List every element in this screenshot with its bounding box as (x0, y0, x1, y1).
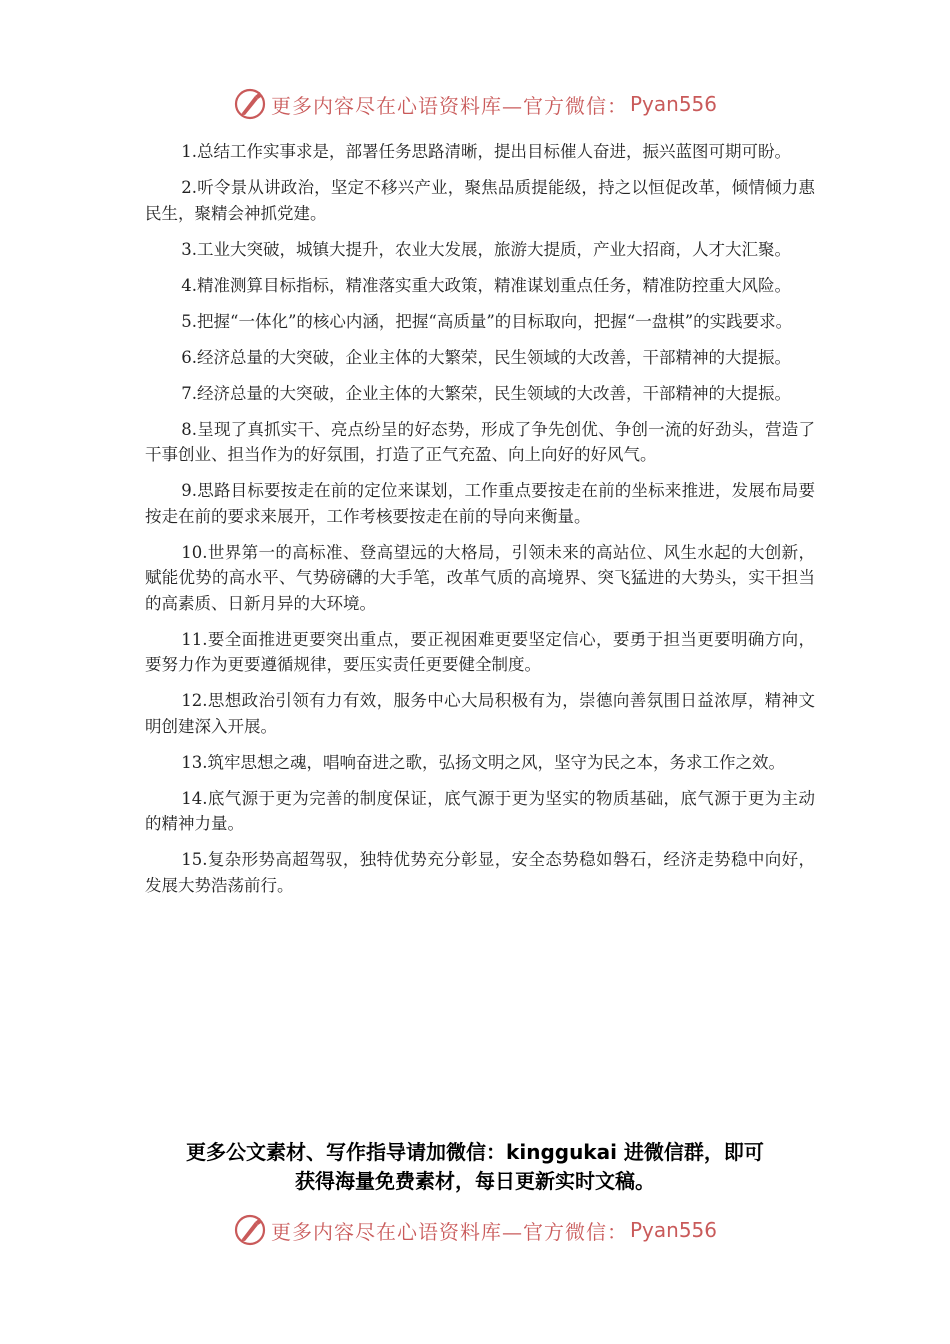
quill-logo-icon (233, 87, 267, 121)
paragraph-8: 8.呈现了真抓实干、亮点纷呈的好态势，形成了争先创优、争创一流的好劲头，营造了干事创业、担当作为的好氛围，打造了正气充盈、向上向好的好风气。 (145, 419, 815, 464)
paragraph-2: 2.听令景从讲政治，坚定不移兴产业，聚焦品质提能级，持之以恒促改革，倾情倾力惠民生，聚精会神抓党建。 (145, 178, 815, 223)
paragraph-5: 5.把握“一体化”的核心内涵，把握“高质量”的目标取向，把握“一盘棋”的实践要求。 (181, 311, 793, 331)
paragraph-15: 15.复杂形势高超驾驭，独特优势充分彰显，安全态势稳如磐石，经济走势稳中向好，发展大势浩荡前行。 (145, 850, 815, 895)
header-banner-text: 更多内容尽在心语资料库—官方微信： (270, 93, 628, 118)
paragraph-12: 12.思想政治引领有力有效，服务中心大局积极有为，崇德向善氛围日益浓厚，精神文明创建深入开展。 (145, 691, 815, 736)
footer-note (120, 1138, 830, 1196)
footer-note-line-2: 获得海量免费素材，每日更新实时文稿。 (295, 1169, 655, 1193)
paragraph-14: 14.底气源于更为完善的制度保证，底气源于更为坚实的物质基础，底气源于更为主动的精神力量。 (145, 788, 815, 833)
paragraph-10: 10.世界第一的高标准、登高望远的大格局，引领未来的高站位、风生水起的大创新，赋能优势的高水平、气势磅礴的大手笔，改革气质的高境界、突飞猛进的大势头，实干担当的高素质、日新月异的大环境。 (145, 542, 815, 613)
paragraph-6: 6.经济总量的大突破，企业主体的大繁荣，民生领域的大改善，干部精神的大提振。 (181, 347, 792, 367)
paragraph-9: 9.思路目标要按走在前的定位来谋划，工作重点要按走在前的坐标来推进，发展布局要按走在前的要求来展开，工作考核要按走在前的导向来衡量。 (145, 481, 815, 526)
footer-banner-handle: Pyan556 (629, 1218, 717, 1242)
document-body (145, 139, 815, 909)
paragraph-13: 13.筑牢思想之魂，唱响奋进之歌，弘扬文明之风，坚守为民之本，务求工作之效。 (181, 752, 786, 772)
quill-logo-icon (233, 1213, 267, 1247)
footer-banner-text: 更多内容尽在心语资料库—官方微信： (270, 1219, 628, 1244)
paragraph-11: 11.要全面推进更要突出重点，要正视困难更要坚定信心，要勇于担当更要明确方向，要努力作为更要遵循规律，要压实责任更要健全制度。 (145, 629, 815, 674)
footer-banner (0, 1210, 950, 1250)
paragraph-1: 1.总结工作实事求是，部署任务思路清晰，提出目标催人奋进，振兴蓝图可期可盼。 (181, 142, 792, 161)
paragraph-7: 7.经济总量的大突破，企业主体的大繁荣，民生领域的大改善，干部精神的大提振。 (181, 383, 792, 403)
header-banner (0, 84, 950, 124)
header-banner-handle: Pyan556 (629, 92, 717, 116)
paragraph-4: 4.精准测算目标指标，精准落实重大政策，精准谋划重点任务，精准防控重大风险。 (181, 275, 792, 295)
footer-note-line-1: 更多公文素材、写作指导请加微信：kinggukai 进微信群，即可 (186, 1140, 764, 1164)
paragraph-3: 3.工业大突破，城镇大提升，农业大发展，旅游大提质，产业大招商，人才大汇聚。 (181, 239, 792, 259)
